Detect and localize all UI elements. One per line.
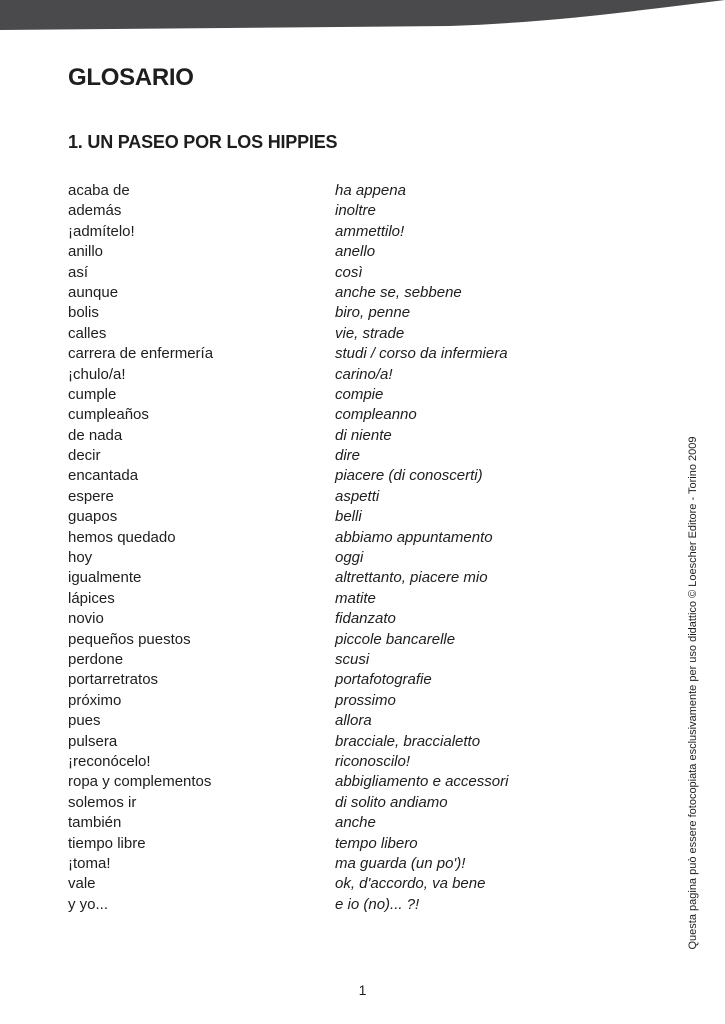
glossary-term: pequeños puestos (68, 630, 191, 648)
glossary-entry (68, 344, 528, 364)
glossary-translation: studi / corso da infermiera (335, 345, 508, 363)
glossary-entry (68, 548, 528, 568)
glossary-translation: anche (335, 814, 376, 832)
glossary-translation: vie, strade (335, 324, 405, 342)
glossary-entry (68, 589, 528, 609)
glossary-term: anillo (68, 243, 104, 261)
glossary-term: encantada (68, 467, 139, 485)
glossary-term: decir (68, 447, 101, 465)
glossary-translation: compie (335, 385, 384, 403)
glossary-term: además (68, 202, 122, 220)
glossary-term: pulsera (68, 732, 118, 750)
glossary-entry (68, 201, 528, 221)
glossary-translation: e io (no)... ?! (335, 895, 420, 913)
glossary-entry (68, 793, 528, 813)
glossary-entry (68, 263, 528, 283)
glossary-translation: riconoscilo! (335, 752, 411, 770)
glossary-translation: matite (335, 589, 376, 607)
glossary-entry (68, 528, 528, 548)
glossary-entry (68, 691, 528, 711)
glossary-term: pues (68, 712, 101, 730)
glossary-entry (68, 650, 528, 670)
glossary-entry (68, 466, 528, 486)
glossary-entry (68, 874, 528, 894)
copyright-note: Questa pagina può essere fotocopiata esclusivamente per uso didattico © Loescher Editore - Torino 2009 (687, 436, 699, 950)
glossary-term: solemos ir (68, 793, 137, 811)
glossary-term: ropa y complementos (68, 773, 212, 791)
glossary-term: aunque (68, 283, 119, 301)
glossary-entry (68, 446, 528, 466)
page-title: GLOSARIO (68, 64, 194, 91)
glossary-translation: inoltre (335, 202, 376, 220)
glossary-translation: anello (335, 243, 376, 261)
glossary-term: ¡toma! (68, 854, 111, 872)
glossary-entry (68, 507, 528, 527)
glossary-entry (68, 242, 528, 262)
glossary-translation: piacere (di conoscerti) (335, 467, 483, 485)
glossary-translation: prossimo (335, 691, 396, 709)
glossary-entry (68, 426, 528, 446)
page-number: 1 (358, 982, 367, 998)
glossary-term: bolis (68, 304, 99, 322)
glossary-term: igualmente (68, 569, 142, 587)
glossary-translation: scusi (335, 650, 370, 668)
glossary-translation: aspetti (335, 487, 380, 505)
glossary-term: portarretratos (68, 671, 159, 689)
glossary-term: calles (68, 324, 107, 342)
glossary-entry (68, 670, 528, 690)
glossary-translation: così (335, 263, 363, 281)
glossary-term: ¡reconócelo! (68, 752, 151, 770)
glossary-translation: altrettanto, piacere mio (335, 569, 488, 587)
glossary-term: próximo (68, 691, 122, 709)
glossary-entry (68, 772, 528, 792)
glossary-entry (68, 385, 528, 405)
glossary-entry (68, 222, 528, 242)
glossary-translation: abbiamo appuntamento (335, 528, 493, 546)
glossary-entry (68, 405, 528, 425)
glossary-entry (68, 365, 528, 385)
glossary-translation: compleanno (335, 406, 417, 424)
glossary-translation: allora (335, 712, 372, 730)
glossary-translation: di niente (335, 426, 392, 444)
glossary-list (68, 181, 528, 915)
glossary-term: cumple (68, 385, 117, 403)
glossary-entry (68, 181, 528, 201)
glossary-term: lápices (68, 589, 115, 607)
glossary-translation: ok, d'accordo, va bene (335, 875, 486, 893)
glossary-entry (68, 303, 528, 323)
glossary-entry (68, 895, 528, 915)
glossary-term: cumpleaños (68, 406, 149, 424)
glossary-translation: anche se, sebbene (335, 283, 462, 301)
glossary-translation: fidanzato (335, 610, 396, 628)
glossary-entry (68, 813, 528, 833)
glossary-term: también (68, 814, 122, 832)
glossary-entry (68, 752, 528, 772)
glossary-translation: dire (335, 447, 361, 465)
glossary-term: ¡admítelo! (68, 222, 135, 240)
glossary-term: espere (68, 487, 114, 505)
glossary-translation: bracciale, braccialetto (335, 732, 481, 750)
glossary-entry (68, 568, 528, 588)
glossary-term: tiempo libre (68, 834, 146, 852)
glossary-translation: biro, penne (335, 304, 411, 322)
glossary-entry (68, 630, 528, 650)
glossary-term: carrera de enfermería (68, 345, 214, 363)
glossary-entry (68, 834, 528, 854)
glossary-entry (68, 283, 528, 303)
glossary-term: vale (68, 875, 96, 893)
glossary-translation: oggi (335, 549, 364, 567)
glossary-term: de nada (68, 426, 123, 444)
glossary-term: hoy (68, 549, 93, 567)
glossary-translation: piccole bancarelle (335, 630, 456, 648)
glossary-entry (68, 732, 528, 752)
glossary-term: hemos quedado (68, 528, 176, 546)
glossary-entry (68, 854, 528, 874)
glossary-translation: belli (335, 508, 362, 526)
glossary-translation: abbigliamento e accessori (335, 773, 509, 791)
glossary-translation: ha appena (335, 182, 406, 199)
glossary-translation: portafotografie (335, 671, 432, 689)
header-band-shape (0, 0, 725, 60)
glossary-entry (68, 609, 528, 629)
glossary-translation: di solito andiamo (335, 793, 448, 811)
glossary-term: y yo... (68, 895, 109, 913)
glossary-translation: ma guarda (un po')! (335, 854, 466, 872)
glossary-translation: ammettilo! (335, 222, 405, 240)
glossary-term: acaba de (68, 182, 130, 199)
glossary-term: así (68, 263, 89, 281)
glossary-entry (68, 487, 528, 507)
header-band (0, 0, 725, 60)
glossary-term: perdone (68, 650, 124, 668)
glossary-term: ¡chulo/a! (68, 365, 126, 383)
section-title: 1. UN PASEO POR LOS HIPPIES (68, 132, 338, 152)
glossary-entry (68, 711, 528, 731)
glossary-term: novio (68, 610, 104, 628)
glossary-entry (68, 324, 528, 344)
glossary-translation: tempo libero (335, 834, 418, 852)
glossary-term: guapos (68, 508, 118, 526)
glossary-translation: carino/a! (335, 365, 393, 383)
